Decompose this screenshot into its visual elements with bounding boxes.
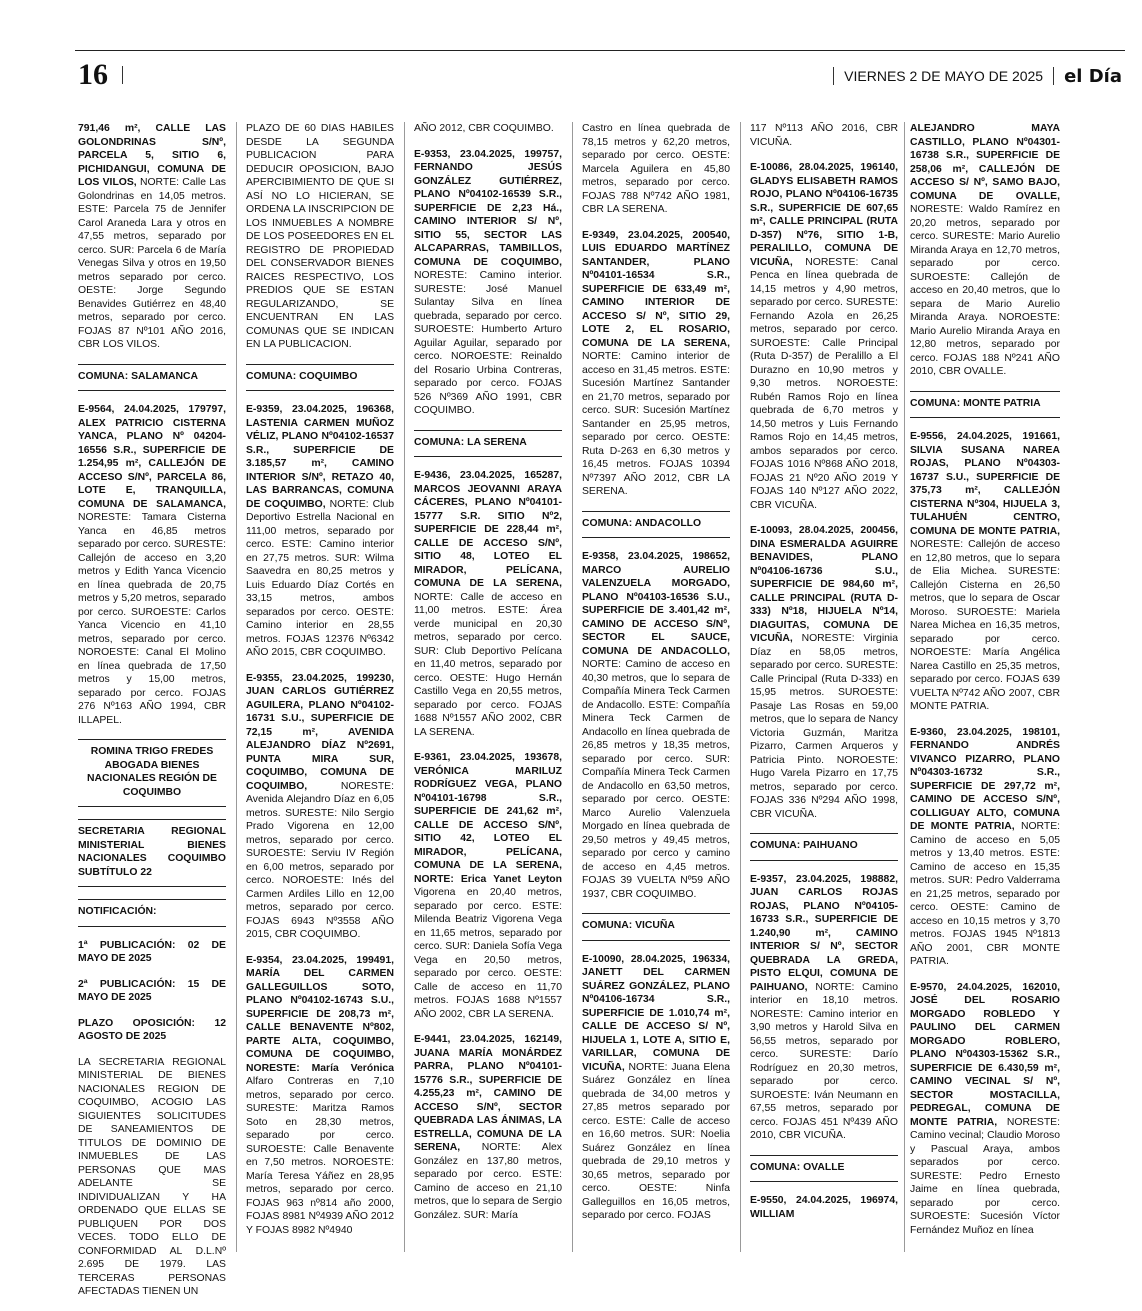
notice-entry	[910, 981, 1060, 1238]
notice-entry	[582, 550, 730, 901]
notice-body: NORTE: Camino de acceso en 40,30 metros, que lo separa de Compañía Minera Teck Carmen de Andacollo. ESTE: Compañía Minera Teck Carmen de Andacollo en línea quebrada de 26,85 metros y 18,35 metros, separado por cerco. SUR: Compañía Minera Teck Carmen de Andacollo en 63,50 metros, separado por cerco. OESTE: Marco Aurelio Valenzuela Morgado en línea quebrada de 29,50 metros y 49,45 metros, separado por cerco y camino de acceso en 4,45 metros. FOJAS 39 VUELTA Nº59 AÑO 1937, CBR COQUIMBO.	[582, 659, 730, 900]
notice-entry	[910, 122, 1060, 379]
notice-body: NORESTE: Camino interior. SURESTE: José Manuel Sulantay Silva en línea quebrada, separado por cerco. SUROESTE: Humberto Arturo Aguilar Aguilar, separado por cerco. NOROESTE: Reinaldo del Rosario Urbina Contreras, separado por cerco. FOJAS 526 Nº369 AÑO 1991, CBR COQUIMBO.	[414, 270, 562, 416]
notice-entry	[750, 161, 898, 512]
section-heading: COMUNA: COQUIMBO	[246, 364, 394, 392]
notice-body: NORTE: Camino interior de acceso en 31,45 metros. ESTE: Sucesión Martínez Santander en 21,70 metros, separado por cerco. SUR: Sucesión Martínez Santander en 25,95 metros, separado por cerco. OESTE: Ruta D-263 en 6,30 metros y 16,45 metros. FOJAS 10394 Nº7397 AÑO 2012, CBR LA SERENA.	[582, 351, 730, 497]
page-number: 16	[78, 58, 108, 91]
section-heading: NOTIFICACIÓN:	[78, 899, 226, 927]
notice-body: NORESTE: Virginia Díaz en 58,05 metros, separado por cerco. SURESTE: Calle Principal (Ruta D-333) en 15,95 metros. SUROESTE: Pasaje Las Rosas en 59,00 metros, que lo separa de Nancy Victoria Guzmán, Maritza Pizarro, Carmen Arqueros y Patricia Pinto. NOROESTE: Hugo Varela Pizarro en 17,75 metros, separado por cerco. FOJAS 336 Nº294 AÑO 1998, CBR VICUÑA.	[750, 633, 898, 820]
notice-heading: E-10090, 28.04.2025, 196334, JANETT DEL CARMEN SUÁREZ GONZÁLEZ, PLANO Nº04106-16734 S.R., SUPERFICIE DE 1.010,74 m², CALLE DE ACCESO S/ Nº, HIJUELA 1, LOTE A, SITIO E, VARILLAR, COMUNA DE VICUÑA,	[582, 953, 730, 1073]
intro-text: LA SECRETARIA REGIONAL MINISTERIAL DE BIENES NACIONALES REGION DE COQUIMBO, ACOGIO LAS SIGUIENTES SOLICITUDES DE SANEAMIENTOS DE TITULOS DE DOMINIO DE INMUEBLES DE LAS PERSONAS QUE MAS ADELANTE SE INDIVIDUALIZAN Y HA ORDENADO QUE ELLAS SE PUBLIQUEN POR DOS VECES. TODO ELLO DE CONFORMIDAD AL D.L.Nº 2.695 DE 1979. LAS TERCERAS PERSONAS AFECTADAS TIENEN UN	[78, 1056, 226, 1297]
notice-entry	[910, 726, 1060, 969]
notice-heading: E-9355, 23.04.2025, 199230, JUAN CARLOS GUTIÉRREZ AGUILERA, PLANO Nº04102-16731 S.U., SUPERFICIE DE 72,15 m², AVENIDA ALEJANDRO DÍAZ Nº2691, PUNTA MIRA SUR, COQUIMBO, COMUNA DE COQUIMBO,	[246, 672, 394, 792]
notice-heading: E-9556, 24.04.2025, 191661, SILVIA SUSANA NAREA ROJAS, PLANO Nº04303-16737 S.U., SUPERFICIE DE 375,73 m², CALLEJÓN CISTERNA Nº304, HIJUELA 3, TULAHUÉN CENTRO, COMUNA DE MONTE PATRIA,	[910, 431, 1060, 537]
notice-heading: E-9354, 23.04.2025, 199491, MARÍA DEL CARMEN GALLEGUILLOS SOTO, PLANO Nº04102-16743 S.U., SUPERFICIE DE 208,73 m², CALLE BENAVENTE Nº802, PARTE ALTA, COQUIMBO, COMUNA DE COQUIMBO, NORESTE: María Verónica	[246, 954, 394, 1074]
notice-entry	[78, 403, 226, 727]
notice-heading: E-10093, 28.04.2025, 200456, DINA ESMERALDA AGUIRRE BENAVIDES, PLANO Nº04106-16736 S.U., SUPERFICIE DE 984,60 m², CALLE PRINCIPAL (RUTA D-333) Nº18, HIJUELA Nº14, DIAGUITAS, COMUNA DE VICUÑA,	[750, 525, 898, 644]
notice-entry	[910, 430, 1060, 714]
section-heading: COMUNA: LA SERENA	[414, 430, 562, 458]
notice-entry	[414, 751, 562, 1021]
column-3	[414, 122, 562, 1307]
notice-entry	[582, 229, 730, 499]
notice-entry	[414, 148, 562, 418]
notice-heading: E-9361, 23.04.2025, 193678, VERÓNICA MARILUZ RODRÍGUEZ VEGA, PLANO Nº04101-16798 S.R., SUPERFICIE DE 241,62 m², CALLE DE ACCESO S/Nº, SITIO 42, LOTEO EL MIRADOR, PELÍCANA, COMUNA DE LA SERENA, NORTE: Erica Yanet Leyton	[414, 752, 562, 885]
column-5	[750, 122, 898, 1307]
notice-body: Alfaro Contreras en 7,10 metros, separado por cerco. SURESTE: Maritza Ramos Soto en 28,30 metros, separado por cerco. SUROESTE: Calle Benavente en 7,50 metros. NOROESTE: María Teresa Yáñez en 28,95 metros, separado por cerco. FOJAS 963 nº814 año 2000, FOJAS 8981 Nº4939 AÑO 2012 Y FOJAS 8982 Nº4940	[246, 1076, 394, 1236]
section-heading: COMUNA: ANDACOLLO	[582, 511, 730, 539]
notice-entry	[582, 953, 730, 1223]
header-right	[823, 66, 1122, 86]
notice-body: NORTE: Calle Las Golondrinas en 14,05 metros. ESTE: Parcela 75 de Jennifer Carol Araneda Lara y otros en 47,55 metros, separado por cerco. SUR: Parcela 6 de María Venegas Silva y otros en 19,50 metros separado por cerco. OESTE: Jorge Segundo Benavides Gutiérrez en 48,40 metros, separado por cerco. FOJAS 87 Nº101 AÑO 2016, CBR LOS VILOS.	[78, 177, 226, 350]
opposition-deadline: PLAZO OPOSICIÓN: 12 AGOSTO DE 2025	[78, 1017, 226, 1042]
notice-entry	[246, 954, 394, 1238]
header-divider	[833, 67, 834, 85]
notice-heading: E-9359, 23.04.2025, 196368, LASTENIA CARMEN MUÑOZ VÉLIZ, PLANO Nº04102-16537 S.R., SUPERFICIE DE 3.185,57 m², CAMINO INTERIOR S/Nº, RETAZO 40, LAS BARRANCAS, COMUNA DE COQUIMBO,	[246, 404, 394, 510]
notice-entry	[246, 403, 394, 660]
publication-date: VIERNES 2 DE MAYO DE 2025	[844, 68, 1044, 84]
header-divider	[1053, 67, 1054, 85]
column-6	[910, 122, 1060, 1307]
notice-heading: E-9564, 24.04.2025, 179797, ALEX PATRICIO CISTERNA YANCA, PLANO Nº 04204-16556 S.R., SUPERFICIE DE 1.254,95 m², CALLEJÓN DE ACCESO S/Nº, PARCELA 86, LOTE E, TRANQUILLA, COMUNA DE SALAMANCA,	[78, 404, 226, 510]
notice-heading: E-9353, 23.04.2025, 199757, FERNANDO JESÚS GONZÁLEZ GUTIÉRREZ, PLANO Nº04102-16539 S.R., SUPERFICIE DE 2,23 Há., CAMINO INTERIOR S/ Nº, SITIO 55, SECTOR LAS ALCAPARRAS, TAMBILLOS, COMUNA DE COQUIMBO,	[414, 148, 562, 268]
notice-body: NORTE: Camino de acceso en 5,05 metros y 13,40 metros. ESTE: Camino de acceso en 15,35 metros. SUR: Pedro Valderrama en 21,25 metros, separado por cerco. OESTE: Camino de acceso en 10,15 metros y 3,70 metros. FOJAS 1945 Nº1813 AÑO 2001, CBR MONTE PATRIA.	[910, 821, 1060, 967]
notice-heading: E-9360, 23.04.2025, 198101, FERNANDO ANDRÉS VIVANCO PIZARRO, PLANO Nº04303-16732 S.R., SUPERFICIE DE 297,72 m², CAMINO DE ACCESO S/Nº, COLLIGUAY ALTO, COMUNA DE MONTE PATRIA,	[910, 726, 1060, 832]
section-heading: COMUNA: VICUÑA	[582, 913, 730, 941]
notice-heading: E-9550, 24.04.2025, 196974, WILLIAM	[750, 1195, 898, 1220]
notice-heading: ALEJANDRO MAYA CASTILLO, PLANO Nº04301-16738 S.R., SUPERFICIE DE 258,06 m², CALLEJÓN DE ACCESO S/ Nº, SAMO BAJO, COMUNA DE OVALLE,	[910, 123, 1060, 202]
section-heading: COMUNA: OVALLE	[750, 1155, 898, 1183]
continued-text: 117 Nº113 AÑO 2016, CBR VICUÑA.	[750, 123, 898, 148]
notice-body: NORTE: Alex González en 137,80 metros, separado por cerco. ESTE: Camino de acceso en 21,10 metros, que lo separa de Sergio González. SUR: María	[414, 1142, 562, 1221]
notice-heading: E-9436, 23.04.2025, 165287, MARCOS JEOVANNI ARAYA CÁCERES, PLANO Nº04101-15777 S.R. SITIO Nº2, SUPERFICIE DE 228,44 m², CALLE DE ACCESO S/Nº, SITIO 48, LOTEO EL MIRADOR, PELÍCANA, COMUNA DE LA SERENA,	[414, 470, 562, 589]
notice-entry	[750, 524, 898, 821]
notice-columns	[78, 122, 1126, 1307]
section-heading: SECRETARIA REGIONAL MINISTERIAL BIENES NACIONALES COQUIMBO SUBTÍTULO 22	[78, 819, 226, 887]
notice-heading: 791,46 m², CALLE LAS GOLONDRINAS S/Nº, PARCELA 5, SITIO 6, PICHIDANGUI, COMUNA DE LOS VILOS,	[78, 123, 226, 188]
header-rule	[75, 50, 1125, 51]
publication-date-1: 1ª PUBLICACIÓN: 02 DE MAYO DE 2025	[78, 939, 226, 964]
notice-heading: E-9570, 24.04.2025, 162010, JOSÉ DEL ROSARIO MORGADO ROBLEDO Y PAULINO DEL CARMEN MORGADO ROBLERO, PLANO Nº04303-15362 S.R., SUPERFICIE DE 6.430,59 m², CAMINO VECINAL S/ Nº, SECTOR MOSTACILLA, PEDREGAL, COMUNA DE MONTE PATRIA,	[910, 981, 1060, 1128]
notice-body: NORTE: Calle de acceso en 11,00 metros. ESTE: Área verde municipal en 20,30 metros, separado por cerco. SUR: Club Deportivo Pelícana en 11,40 metros, separado por cerco. OESTE: Hugo Hernán Castillo Vega en 20,55 metros, separado por cerco. FOJAS 1688 Nº1557 AÑO 2002, CBR LA SERENA.	[414, 591, 562, 738]
notice-heading: E-9441, 23.04.2025, 162149, JUANA MARÍA MONÁRDEZ PARRA, PLANO Nº04101-15776 S.R., SUPERFICIE DE 4.255,23 m², CAMINO DE ACCESO S/Nº, SECTOR QUEBRADA LAS ÁNIMAS, LA ESTRELLA, COMUNA DE LA SERENA,	[414, 1034, 562, 1153]
notice-body: NORTE: Club Deportivo Estrella Nacional en 111,00 metros, separado por cerco. ESTE: Camino interior en 27,75 metros. SUR: Wilma Saavedra en 80,25 metros y Luis Eduardo Díaz Cortés en 33,15 metros, ambos separados por cerco. OESTE: Camino interior en 28,55 metros. FOJAS 12376 Nº6342 AÑO 2015, CBR COQUIMBO.	[246, 498, 394, 658]
notice-body: NORESTE: Waldo Ramírez en 20,20 metros, separado por cerco. SURESTE: Mario Aurelio Miranda Araya en 12,70 metros, separado por cerco. SUROESTE: Callejón de acceso en 20,40 metros, que lo separa de Mario Aurelio Miranda Araya. NOROESTE: Mario Aurelio Miranda Araya en 12,80 metros, separado por cerco. FOJAS 188 Nº241 AÑO 2010, CBR OVALLE.	[910, 204, 1060, 377]
section-heading: COMUNA: PAIHUANO	[750, 833, 898, 861]
notice-heading: E-9349, 23.04.2025, 200540, LUIS EDUARDO MARTÍNEZ SANTANDER, PLANO Nº04101-16534 S.R., SUPERFICIE DE 633,49 m², CAMINO INTERIOR DE ACCESO S/ Nº, SITIO 29, LOTE 2, EL ROSARIO, COMUNA DE LA SERENA,	[582, 229, 730, 349]
notice-entry	[78, 122, 226, 352]
notice-entry	[414, 1033, 562, 1222]
notice-body: NORESTE: Avenida Alejandro Díaz en 6,05 metros. SURESTE: Nilo Sergio Prado Vigorena en 12,00 metros, separado por cerco. SUROESTE: Serviu IV Región en 6,00 metros, separado por cerco. NOROESTE: Inés del Carmen Ardiles Lillo en 12,00 metros, separado por cerco. FOJAS 6943 Nº3558 AÑO 2015, CBR COQUIMBO.	[246, 780, 394, 940]
notice-body: NORESTE: Tamara Cisterna Yanca en 46,85 metros separado por cerco. SURESTE: Callejón de acceso en 3,20 metros y Edith Yanca Vicencio en línea quebrada de 20,75 metros y 5,20 metros, separado por cerco. SUROESTE: Carlos Yanca Vicencio en 41,10 metros, separado por cerco. NOROESTE: Canal El Molino en línea quebrada de 17,50 metros y 15,00 metros, separado por cerco. FOJAS 276 Nº163 AÑO 1994, CBR ILLAPEL.	[78, 512, 226, 726]
notice-entry	[246, 672, 394, 942]
notice-heading: E-9358, 23.04.2025, 198652, MARCO AURELIO VALENZUELA MORGADO, PLANO Nº04103-16536 S.U., SUPERFICIE DE 3.401,42 m², CAMINO DE ACCESO S/Nº, SECTOR EL SAUCE, COMUNA DE ANDACOLLO,	[582, 551, 730, 657]
notice-body: NORESTE: Camino vecinal; Claudio Moroso y Pascual Araya, ambos separados por cerco. SURESTE: Pedro Ernesto Jaime en línea quebrada, separado por cerco. SUROESTE: Sucesión Víctor Fernández Muñoz en línea	[910, 1116, 1060, 1236]
intro-text: PLAZO DE 60 DIAS HABILES DESDE LA SEGUNDA PUBLICACION PARA DEDUCIR OPOSICION, BAJO APERCIBIMIENTO DE QUE SI ASÍ NO LO HICIERAN, SE ORDENA LA INSCRIPCION DE LOS INMUEBLES A NOMBRE DE LOS POSEEDORES EN EL REGISTRO DE PROPIEDAD DEL CONSERVADOR BIENES RAICES RESPECTIVO, LOS PREDIOS QUE SE ESTAN REGULARIZANDO, SE ENCUENTRAN EN LAS COMUNAS QUE SE INDICAN EN LA PUBLICACION.	[246, 123, 394, 350]
section-heading: COMUNA: SALAMANCA	[78, 364, 226, 392]
column-1	[78, 122, 226, 1307]
notice-heading: E-10086, 28.04.2025, 196140, GLADYS ELISABETH RAMOS ROJO, PLANO Nº04106-16735 S.R., SUPERFICIE DE 607,65 m², CALLE PRINCIPAL (RUTA D-357) Nº76, SITIO 1-B, PERALILLO, COMUNA DE VICUÑA,	[750, 162, 898, 268]
notice-entry	[750, 873, 898, 1143]
notice-entry	[414, 469, 562, 739]
notice-body: NORESTE: Canal Penca en línea quebrada de 14,15 metros y 4,90 metros, separado por cerco. SURESTE: Fernando Azola en 26,25 metros, separado por cerco. SUROESTE: Calle Principal (Ruta D-357) de Peralillo a El Durazno en 10,90 metros y 9,30 metros. NOROESTE: Rubén Ramos Rojo en línea quebrada de 6,70 metros y 14,50 metros y Luis Fernando Ramos Rojo en 14,45 metros, ambos separados por cerco. FOJAS 1016 Nº868 AÑO 2018, FOJAS 21 Nº20 AÑO 2019 Y FOJAS 140 Nº127 AÑO 2022, CBR VICUÑA.	[750, 256, 898, 511]
section-heading: COMUNA: MONTE PATRIA	[910, 391, 1060, 419]
notice-body: NORESTE: Callejón de acceso en 12,80 metros, que lo separa de Elia Michea. SURESTE: Callejón Cisterna en 26,50 metros, que lo separa de Oscar Moroso. SUROESTE: Mariela Narea Michea en 16,35 metros, separado por cerco. NOROESTE: María Angélica Narea Castillo en 25,35 metros, separado por cerco. FOJAS 639 VUELTA Nº742 AÑO 2007, CBR MONTE PATRIA.	[910, 539, 1060, 712]
newspaper-logo: el Día	[1064, 65, 1122, 87]
notice-body: NORTE: Juana Elena Suárez González en línea quebrada de 34,00 metros y 27,85 metros separado por cerco. ESTE: Calle de acceso en 16,60 metros. SUR: Noelia Suárez González en línea quebrada de 29,10 metros y 30,65 metros, separado por cerco. OESTE: Ninfa Galleguillos en 16,05 metros, separado por cerco. FOJAS	[582, 1061, 730, 1221]
column-2	[246, 122, 394, 1307]
column-4	[582, 122, 730, 1307]
signature-block: ROMINA TRIGO FREDES ABOGADA BIENES NACIONALES REGIÓN DE COQUIMBO	[78, 739, 226, 807]
publication-date-2: 2ª PUBLICACIÓN: 15 DE MAYO DE 2025	[78, 978, 226, 1003]
header-divider	[122, 66, 123, 84]
continued-text: Castro en línea quebrada de 78,15 metros y 62,20 metros, separado por cerco. OESTE: Marcela Aguilera en 45,80 metros, separado por cerco. FOJAS 788 Nº742 AÑO 1981, CBR LA SERENA.	[582, 123, 730, 215]
continued-text: AÑO 2012, CBR COQUIMBO.	[414, 123, 554, 134]
notice-heading: E-9357, 23.04.2025, 198882, JUAN CARLOS ROJAS ROJAS, PLANO Nº04105-16733 S.R., SUPERFICIE DE 1.240,90 m², CAMINO INTERIOR S/ Nº, SECTOR QUEBRADA LA GREDA, PISTO ELQUI, COMUNA DE PAIHUANO,	[750, 873, 898, 993]
notice-body: NORTE: Camino interior en 18,10 metros. NORESTE: Camino interior en 3,90 metros y Harold Silva en 56,55 metros, separado por cerco. SURESTE: Darío Rodríguez en 20,30 metros, separado por cerco. SUROESTE: Iván Neumann en 67,55 metros, separado por cerco. FOJAS 451 Nº439 AÑO 2010, CBR VICUÑA.	[750, 981, 898, 1141]
notice-body: Vigorena en 20,40 metros, separado por cerco. ESTE: Milenda Beatriz Vigorena Vega en 11,65 metros, separado por cerco. SUR: Daniela Sofía Vega Vega en 20,50 metros, separado por cerco. OESTE: Calle de acceso en 11,70 metros. FOJAS 1688 Nº1557 AÑO 2002, CBR LA SERENA.	[414, 887, 562, 1020]
